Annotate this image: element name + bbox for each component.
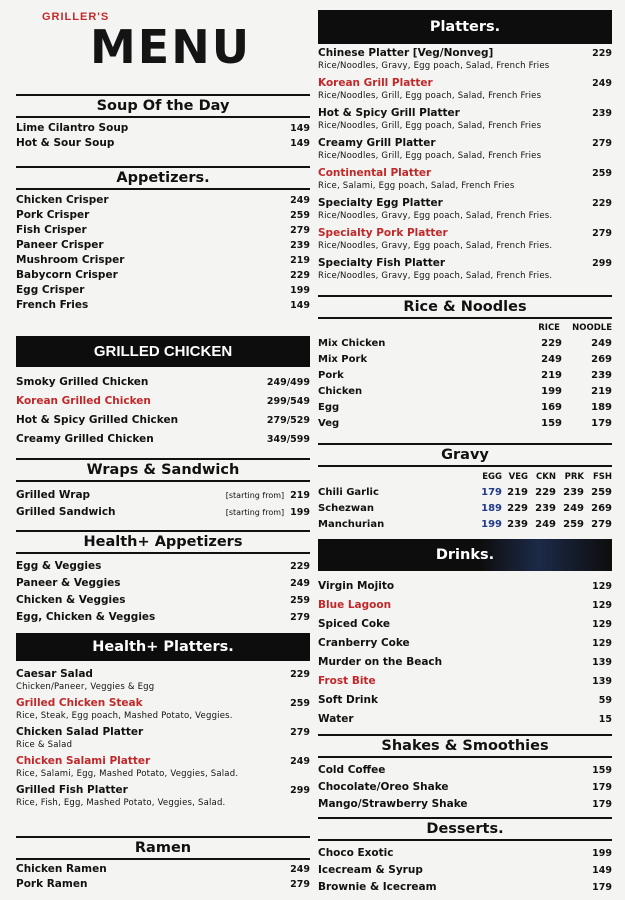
item-name: Mix Pork: [318, 354, 368, 365]
table-cell: 159: [541, 418, 562, 429]
rice-noodles-section: [318, 295, 612, 432]
item-name: Specialty Egg Platter: [318, 197, 443, 209]
table-cell: 179: [591, 418, 612, 429]
table-cell: 239: [563, 487, 584, 498]
item-name: Pork Ramen: [16, 878, 88, 890]
item-price: 299: [592, 258, 612, 269]
menu-item: [318, 796, 612, 813]
desserts-title: Desserts.: [318, 817, 612, 841]
table-cell: 229: [541, 338, 562, 349]
item-name: Fish Crisper: [16, 224, 87, 236]
gravy-title: Gravy: [318, 443, 612, 467]
item-price: 249: [592, 78, 612, 89]
item-description: Rice, Fish, Egg, Mashed Potato, Veggies, Salad.: [16, 798, 226, 808]
table-row: [318, 352, 612, 368]
item-name: Chocolate/Oreo Shake: [318, 781, 449, 793]
item-name: Soft Drink: [318, 694, 378, 706]
item-price: 139: [592, 657, 612, 668]
item-price: 279/529: [266, 415, 310, 426]
item-name: Chicken & Veggies: [16, 594, 126, 606]
item-name: Specialty Fish Platter: [318, 257, 446, 269]
table-cell: 239: [535, 503, 556, 514]
item-name: Hot & Spicy Grill Platter: [318, 107, 460, 119]
table-cell: 169: [541, 402, 562, 413]
item-price: 149: [290, 123, 310, 134]
item-price: 249/499: [266, 377, 310, 388]
item-price: 249: [290, 195, 310, 206]
item-name: Specialty Pork Platter: [318, 227, 448, 239]
grilled-chicken-title: GRILLED CHICKEN: [16, 336, 310, 367]
menu-item: [16, 575, 310, 592]
item-price: 279: [290, 612, 310, 623]
gravy-section: [318, 443, 612, 533]
column-header: VEG: [508, 472, 528, 482]
menu-item: [16, 725, 310, 740]
item-name: Veg: [318, 418, 340, 429]
item-name: Chicken Crisper: [16, 194, 109, 206]
brand-title: MENU: [90, 20, 252, 74]
item-name: Brownie & Icecream: [318, 881, 437, 893]
item-name: Paneer & Veggies: [16, 577, 121, 589]
health-appetizers-section: [16, 530, 310, 626]
menu-item: [318, 256, 612, 271]
item-price: 259: [290, 595, 310, 606]
item-name: Frost Bite: [318, 675, 376, 687]
item-price: 239: [290, 240, 310, 251]
item-name: Chili Garlic: [318, 487, 379, 498]
item-name: Korean Grilled Chicken: [16, 395, 151, 407]
platters-title: Platters.: [318, 10, 612, 44]
grilled-chicken-section: [16, 336, 310, 449]
item-name: Egg, Chicken & Veggies: [16, 611, 156, 623]
item-price: 249: [290, 864, 310, 875]
item-name: Virgin Mojito: [318, 580, 395, 592]
rice-column-headers: [318, 323, 612, 333]
item-name: Korean Grill Platter: [318, 77, 433, 89]
menu-item: [16, 696, 310, 711]
soup-section: [16, 94, 310, 151]
table-cell: 279: [591, 519, 612, 530]
desserts-section: [318, 817, 612, 896]
column-header: EGG: [482, 472, 502, 482]
gravy-column-headers: [318, 472, 612, 482]
table-cell: 259: [591, 487, 612, 498]
menu-item: [16, 253, 310, 268]
item-name: Mango/Strawberry Shake: [318, 798, 468, 810]
table-row: [318, 384, 612, 400]
menu-item: [16, 487, 310, 504]
table-row: [318, 517, 612, 533]
item-price: 249: [290, 578, 310, 589]
item-price: 149: [592, 865, 612, 876]
menu-item: [318, 879, 612, 896]
menu-item: [318, 136, 612, 151]
item-tag: [starting from]: [225, 491, 285, 500]
item-name: Paneer Crisper: [16, 239, 104, 251]
table-cell: 249: [535, 519, 556, 530]
item-price: 259: [290, 698, 310, 709]
table-cell: 219: [507, 487, 528, 498]
menu-item: [16, 298, 310, 313]
menu-item: [318, 779, 612, 796]
item-price: 129: [592, 600, 612, 611]
table-cell: 269: [591, 503, 612, 514]
table-row: [318, 501, 612, 517]
item-name: Chicken: [318, 386, 363, 397]
platters-section: [318, 10, 612, 282]
item-name: Cold Coffee: [318, 764, 386, 776]
menu-item: [318, 76, 612, 91]
menu-item: [318, 46, 612, 61]
item-name: Chicken Salad Platter: [16, 726, 144, 738]
item-name: Murder on the Beach: [318, 656, 443, 668]
item-description: Rice/Noodles, Gravy, Egg poach, Salad, French Fries.: [318, 271, 553, 281]
shakes-section: [318, 734, 612, 813]
item-name: Cranberry Coke: [318, 637, 410, 649]
table-cell: 249: [563, 503, 584, 514]
brand-subtitle: GRILLER'S: [42, 11, 110, 23]
soup-title: Soup Of the Day: [16, 94, 310, 118]
menu-item: [16, 283, 310, 298]
column-header: PRK: [564, 472, 584, 482]
table-row: [318, 368, 612, 384]
menu-item: [318, 845, 612, 862]
menu-item: [16, 373, 310, 392]
appetizers-title: Appetizers.: [16, 166, 310, 190]
table-cell: 249: [541, 354, 562, 365]
table-cell: 239: [507, 519, 528, 530]
item-name: Chicken Salami Platter: [16, 755, 151, 767]
item-name: Smoky Grilled Chicken: [16, 376, 149, 388]
item-name: French Fries: [16, 299, 89, 311]
item-name: Egg Crisper: [16, 284, 85, 296]
table-row: [318, 336, 612, 352]
column-header: NOODLE: [572, 323, 612, 333]
ramen-section: [16, 836, 310, 892]
ramen-title: Ramen: [16, 836, 310, 860]
item-price: 229: [592, 48, 612, 59]
item-description: Rice/Noodles, Grill, Egg poach, Salad, French Fries: [318, 121, 542, 131]
item-price: 159: [592, 765, 612, 776]
item-price: 149: [290, 138, 310, 149]
item-tag: [starting from]: [225, 508, 285, 517]
table-cell: 179: [481, 487, 502, 498]
menu-item: [318, 615, 612, 634]
item-description: Rice, Steak, Egg poach, Mashed Potato, Veggies.: [16, 711, 233, 721]
menu-item: [16, 667, 310, 682]
health-platters-section: [16, 633, 310, 809]
menu-item: [16, 754, 310, 769]
item-price: 229: [290, 270, 310, 281]
table-cell: 189: [481, 503, 502, 514]
item-price: 279: [592, 228, 612, 239]
menu-item: [318, 653, 612, 672]
menu-item: [16, 877, 310, 892]
item-description: Rice & Salad: [16, 740, 73, 750]
item-name: Hot & Sour Soup: [16, 137, 115, 149]
item-name: Grilled Fish Platter: [16, 784, 128, 796]
shakes-title: Shakes & Smoothies: [318, 734, 612, 758]
menu-item: [318, 166, 612, 181]
wraps-section: [16, 458, 310, 521]
item-price: 199: [592, 848, 612, 859]
drinks-section: [318, 539, 612, 729]
item-description: Rice/Noodles, Gravy, Egg poach, Salad, French Fries: [318, 61, 550, 71]
menu-item: [16, 268, 310, 283]
menu-item: [16, 558, 310, 575]
menu-item: [16, 592, 310, 609]
menu-item: [318, 106, 612, 121]
menu-item: [16, 609, 310, 626]
item-price: 179: [592, 782, 612, 793]
item-price: 349/599: [266, 434, 310, 445]
table-cell: 259: [563, 519, 584, 530]
item-name: Egg & Veggies: [16, 560, 102, 572]
menu-item: [318, 691, 612, 710]
menu-item: [16, 504, 310, 521]
item-price: 299/549: [266, 396, 310, 407]
health-appetizers-title: Health+ Appetizers: [16, 530, 310, 554]
item-name: Egg: [318, 402, 340, 413]
table-cell: 229: [535, 487, 556, 498]
health-platters-title: Health+ Platters.: [16, 633, 310, 661]
drinks-title: Drinks.: [318, 539, 612, 571]
item-name: Icecream & Syrup: [318, 864, 423, 876]
item-price: 229: [290, 669, 310, 680]
menu-item: [16, 862, 310, 877]
item-name: Pork Crisper: [16, 209, 90, 221]
menu-item: [16, 783, 310, 798]
item-name: Manchurian: [318, 519, 385, 530]
menu-item: [318, 862, 612, 879]
item-price: 299: [290, 785, 310, 796]
item-price: 279: [290, 879, 310, 890]
item-price: 279: [592, 138, 612, 149]
item-name: Blue Lagoon: [318, 599, 392, 611]
menu-item: [16, 121, 310, 136]
item-name: Chicken Ramen: [16, 863, 107, 875]
item-name: Water: [318, 713, 354, 725]
item-description: Rice, Salami, Egg poach, Salad, French Fries: [318, 181, 515, 191]
item-price: 229: [592, 198, 612, 209]
menu-item: [318, 196, 612, 211]
item-name: Mix Chicken: [318, 338, 386, 349]
menu-item: [318, 577, 612, 596]
menu-item: [16, 136, 310, 151]
item-price: 199: [290, 285, 310, 296]
item-name: Creamy Grilled Chicken: [16, 433, 154, 445]
item-price: 129: [592, 638, 612, 649]
item-price: 259: [592, 168, 612, 179]
item-name: Caesar Salad: [16, 668, 93, 680]
table-cell: 219: [591, 386, 612, 397]
table-row: [318, 400, 612, 416]
item-name: Grilled Wrap: [16, 489, 91, 501]
item-name: Spiced Coke: [318, 618, 390, 630]
column-header: RICE: [538, 323, 560, 333]
item-name: Babycorn Crisper: [16, 269, 118, 281]
item-name: Choco Exotic: [318, 847, 394, 859]
appetizers-section: [16, 166, 310, 313]
item-price: 139: [592, 676, 612, 687]
item-price: 259: [290, 210, 310, 221]
table-cell: 199: [481, 519, 502, 530]
item-price: 219: [290, 255, 310, 266]
table-cell: 269: [591, 354, 612, 365]
item-description: Rice/Noodles, Grill, Egg poach, Salad, French Fries: [318, 91, 542, 101]
item-name: Continental Platter: [318, 167, 432, 179]
item-price: 249: [290, 756, 310, 767]
item-name: Grilled Chicken Steak: [16, 697, 143, 709]
item-price: 279: [290, 727, 310, 738]
table-cell: 249: [591, 338, 612, 349]
table-cell: 189: [591, 402, 612, 413]
item-price: 179: [592, 882, 612, 893]
item-name: Lime Cilantro Soup: [16, 122, 129, 134]
item-name: Pork: [318, 370, 344, 381]
appetizer-list: [16, 193, 310, 313]
menu-item: [16, 238, 310, 253]
item-price: 129: [592, 619, 612, 630]
item-price: 239: [592, 108, 612, 119]
item-price: 219: [290, 490, 310, 501]
menu-item: [318, 634, 612, 653]
column-header: FSH: [592, 472, 612, 482]
item-price: 279: [290, 225, 310, 236]
table-row: [318, 416, 612, 432]
item-price: 15: [598, 714, 612, 725]
item-price: 229: [290, 561, 310, 572]
table-cell: 229: [507, 503, 528, 514]
table-cell: 239: [591, 370, 612, 381]
menu-item: [318, 762, 612, 779]
item-price: 59: [598, 695, 612, 706]
menu-item: [16, 208, 310, 223]
item-name: Schezwan: [318, 503, 374, 514]
table-row: [318, 485, 612, 501]
menu-item: [318, 226, 612, 241]
table-cell: 219: [541, 370, 562, 381]
item-price: 199: [290, 507, 310, 518]
wraps-title: Wraps & Sandwich: [16, 458, 310, 482]
item-price: 149: [290, 300, 310, 311]
menu-item: [16, 193, 310, 208]
menu-item: [16, 430, 310, 449]
column-header: CKN: [536, 472, 556, 482]
item-description: Rice/Noodles, Grill, Egg poach, Salad, French Fries: [318, 151, 542, 161]
item-name: Grilled Sandwich: [16, 506, 116, 518]
menu-item: [318, 710, 612, 729]
item-description: Rice, Salami, Egg, Mashed Potato, Veggies, Salad.: [16, 769, 239, 779]
item-description: Chicken/Paneer, Veggies & Egg: [16, 682, 155, 692]
item-name: Chinese Platter [Veg/Nonveg]: [318, 47, 494, 59]
item-name: Hot & Spicy Grilled Chicken: [16, 414, 179, 426]
menu-item: [318, 672, 612, 691]
menu-item: [16, 392, 310, 411]
item-description: Rice/Noodles, Gravy, Egg poach, Salad, French Fries.: [318, 241, 553, 251]
table-cell: 199: [541, 386, 562, 397]
menu-item: [16, 411, 310, 430]
item-description: Rice/Noodles, Gravy, Egg poach, Salad, French Fries.: [318, 211, 553, 221]
item-name: Creamy Grill Platter: [318, 137, 436, 149]
item-name: Mushroom Crisper: [16, 254, 125, 266]
rice-noodles-title: Rice & Noodles: [318, 295, 612, 319]
menu-item: [318, 596, 612, 615]
item-price: 129: [592, 581, 612, 592]
menu-item: [16, 223, 310, 238]
item-price: 179: [592, 799, 612, 810]
